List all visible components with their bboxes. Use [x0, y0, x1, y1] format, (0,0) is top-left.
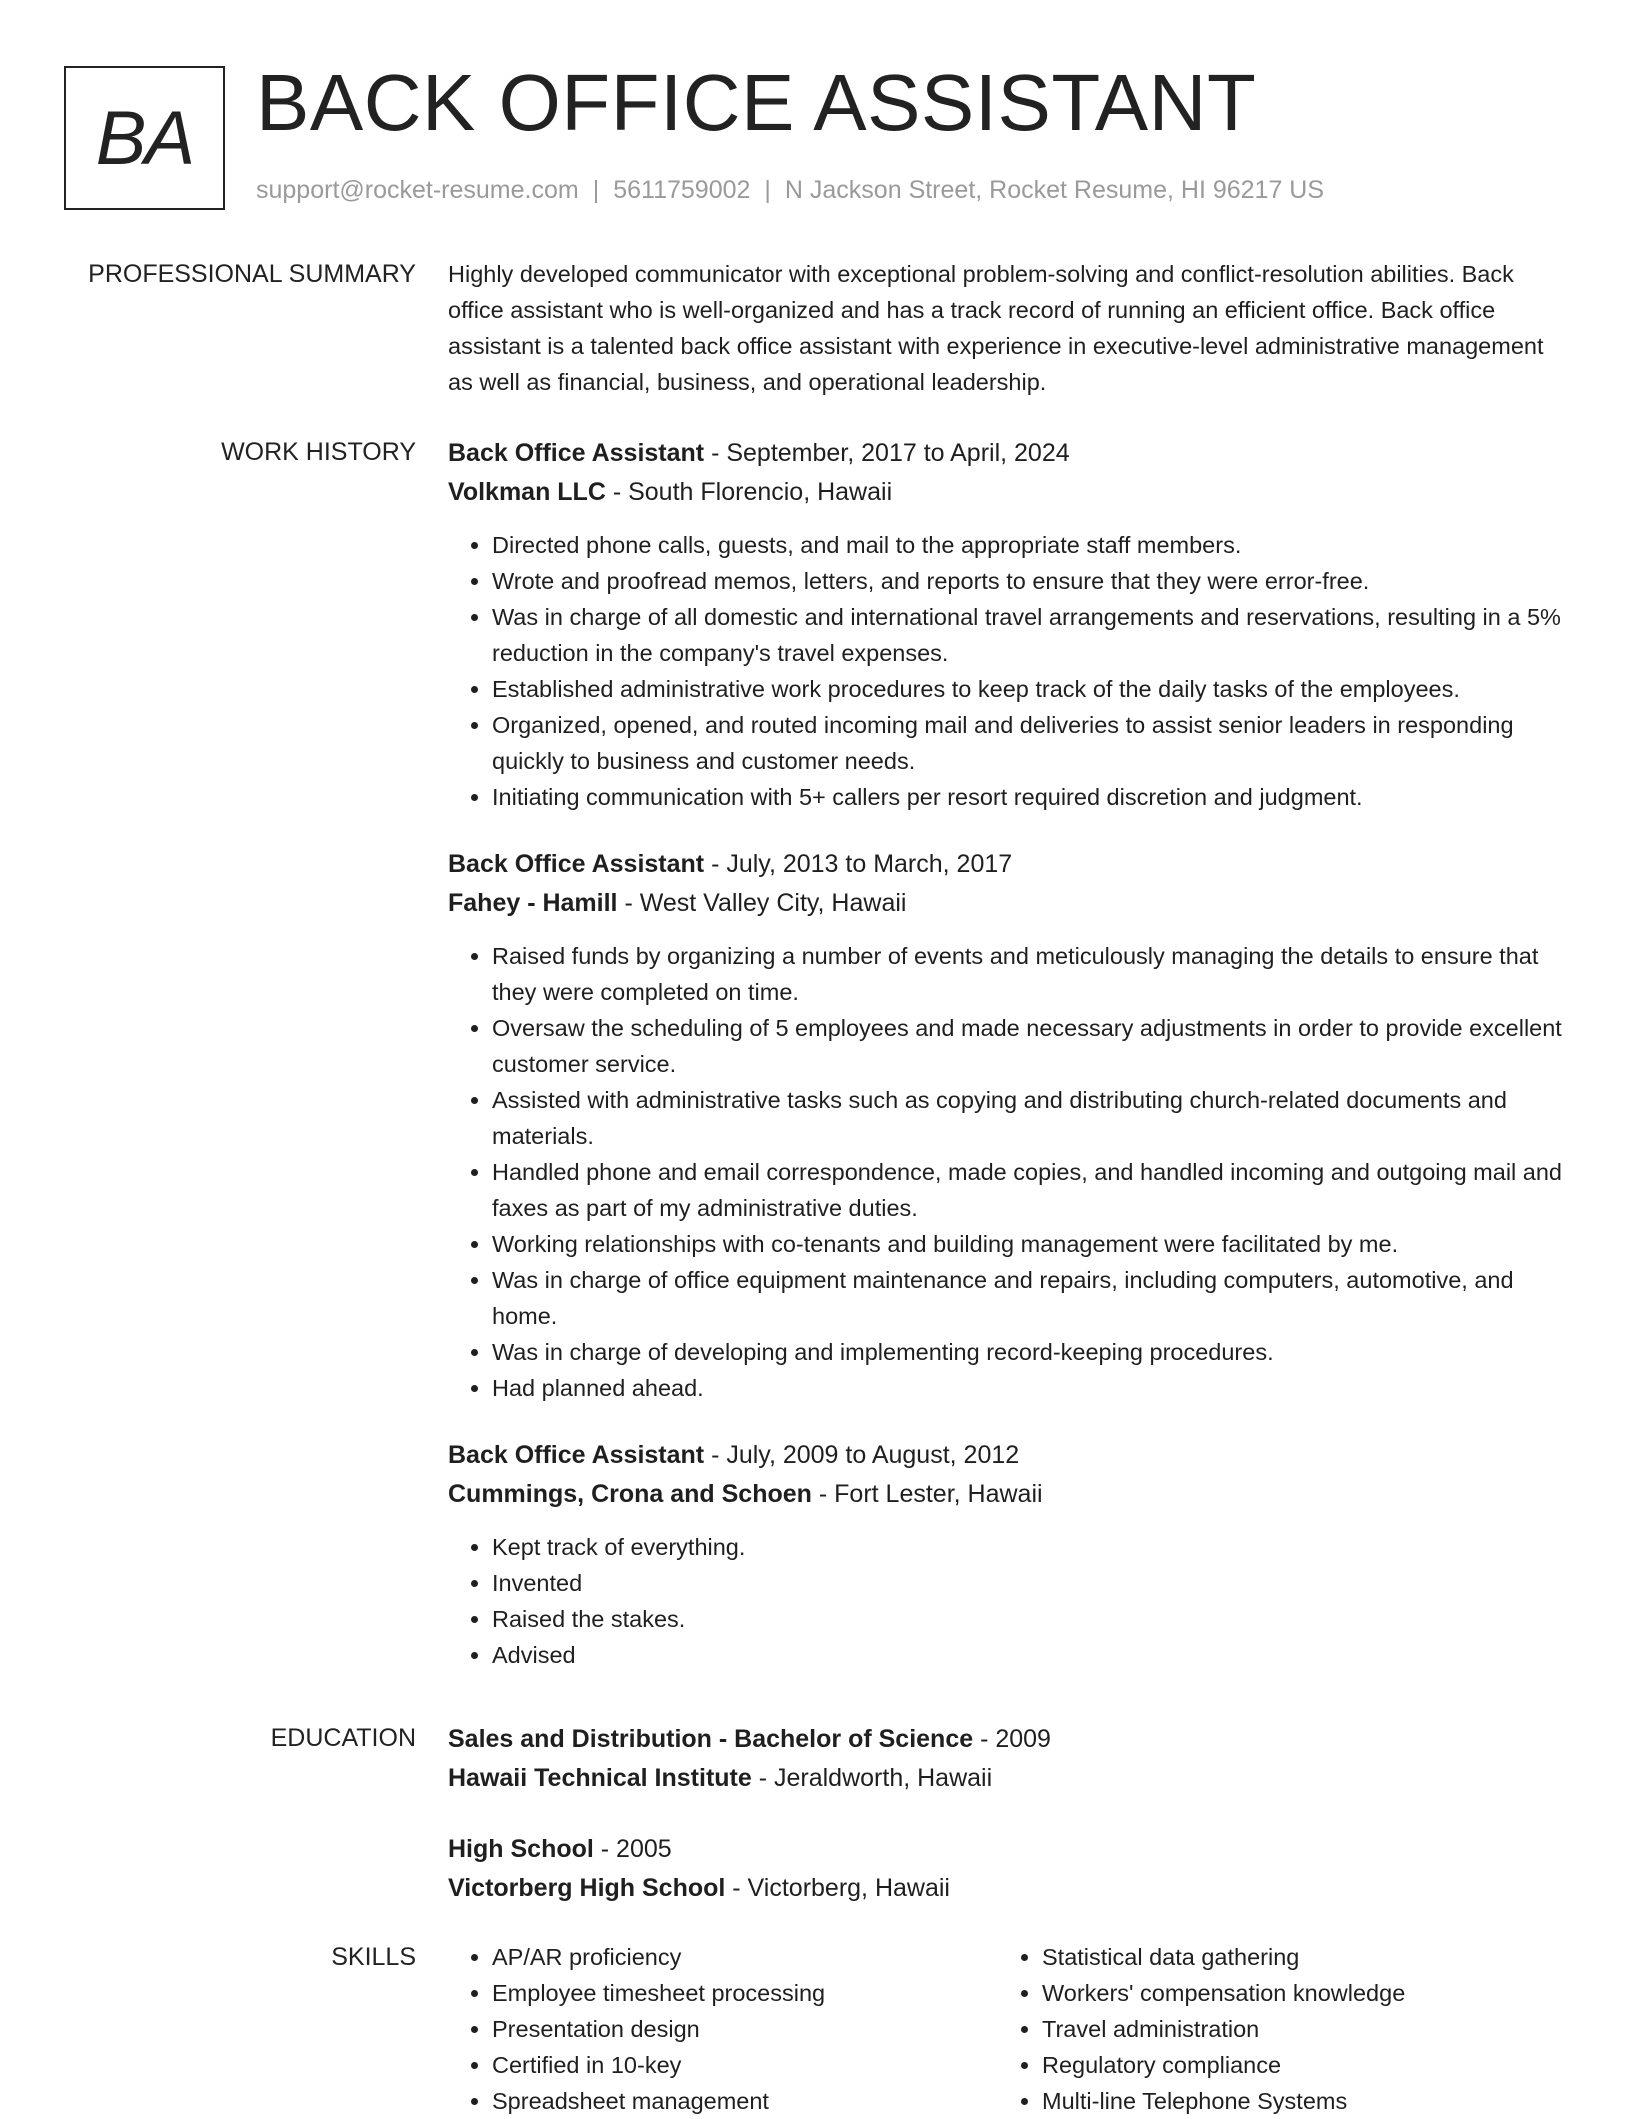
- job-dates: - July, 2013 to March, 2017: [704, 850, 1013, 878]
- contact-line: [256, 175, 1324, 205]
- job-company: Volkman LLC: [448, 478, 606, 506]
- job-bullet: • Was in charge of all domestic and international travel arrangements and reservations, resulting in a 5% reduction in the company's travel expenses.: [492, 599, 1568, 671]
- job-bullet: • Invented: [492, 1565, 1568, 1601]
- degree-line: [448, 1720, 1568, 1759]
- skill-item: • AP/AR proficiency: [492, 1939, 998, 1975]
- skill-item: • Travel administration: [1042, 2011, 1548, 2047]
- job-company: Fahey - Hamill: [448, 889, 618, 917]
- job-location: - Fort Lester, Hawaii: [811, 1480, 1043, 1508]
- job-location: - South Florencio, Hawaii: [605, 478, 893, 506]
- section-title-education: EDUCATION: [270, 1724, 416, 1752]
- job-bullet: • Raised the stakes.: [492, 1601, 1568, 1637]
- job-entry: [448, 1436, 1568, 1673]
- school: Hawaii Technical Institute: [448, 1764, 752, 1792]
- school-location: - Jeraldworth, Hawaii: [751, 1764, 993, 1792]
- section-title-work: WORK HISTORY: [221, 438, 416, 466]
- skills-list-right: [998, 1939, 1548, 2119]
- school: Victorberg High School: [448, 1874, 726, 1902]
- contact-separator: |: [592, 176, 600, 204]
- work-history-body: [448, 434, 1568, 1703]
- job-bullet: • Initiating communication with 5+ callers per resort required discretion and judgment.: [492, 779, 1568, 815]
- contact-address: N Jackson Street, Rocket Resume, HI 96217 US: [784, 176, 1325, 204]
- school-line: [448, 1869, 1568, 1908]
- skill-item: • Multi-line Telephone Systems: [1042, 2083, 1548, 2119]
- job-bullet: • Established administrative work procedures to keep track of the daily tasks of the employees.: [492, 671, 1568, 707]
- job-title-line: [448, 845, 1568, 884]
- skill-item: • Regulatory compliance: [1042, 2047, 1548, 2083]
- job-dates: - September, 2017 to April, 2024: [704, 439, 1070, 467]
- monogram-initials: BA: [95, 95, 194, 181]
- job-title-line: [448, 434, 1568, 473]
- contact-email: support@rocket-resume.com: [256, 176, 579, 204]
- job-role: Back Office Assistant: [448, 439, 705, 467]
- education-entry: [448, 1830, 1568, 1908]
- education-entry: [448, 1720, 1568, 1798]
- degree: High School: [448, 1835, 594, 1863]
- job-bullets: [448, 938, 1568, 1406]
- monogram-box: [64, 66, 225, 210]
- job-role: Back Office Assistant: [448, 1441, 705, 1469]
- summary-text: Highly developed communicator with exceptional problem-solving and conflict-resolution abilities. Back office assistant who is well-organized and has a track record of running an efficient office. Back office assistant is a talented back office assistant with experience in executive-level administrative management as well as financial, business, and operational leadership.: [448, 261, 1544, 395]
- job-entry: [448, 434, 1568, 815]
- job-bullet: • Raised funds by organizing a number of events and meticulously managing the details to ensure that they were completed on time.: [492, 938, 1568, 1010]
- job-bullet: • Wrote and proofread memos, letters, and reports to ensure that they were error-free.: [492, 563, 1568, 599]
- job-company-line: [448, 1475, 1568, 1514]
- skill-item: • Employee timesheet processing: [492, 1975, 998, 2011]
- job-bullet: • Was in charge of developing and implementing record-keeping procedures.: [492, 1334, 1568, 1370]
- job-bullet: • Had planned ahead.: [492, 1370, 1568, 1406]
- skill-item: • Spreadsheet management: [492, 2083, 998, 2119]
- job-bullets: [448, 1529, 1568, 1673]
- skills-body: [448, 1939, 1568, 2119]
- job-bullet: • Kept track of everything.: [492, 1529, 1568, 1565]
- education-body: [448, 1720, 1568, 1940]
- job-location: - West Valley City, Hawaii: [617, 889, 907, 917]
- contact-separator: |: [764, 176, 771, 204]
- job-entry: [448, 845, 1568, 1406]
- job-company: Cummings, Crona and Schoen: [448, 1480, 812, 1508]
- job-bullet: • Working relationships with co-tenants and building management were facilitated by me.: [492, 1226, 1568, 1262]
- degree-year: - 2005: [593, 1835, 672, 1863]
- job-dates: - July, 2009 to August, 2012: [704, 1441, 1020, 1469]
- job-bullet: • Handled phone and email correspondence, made copies, and handled incoming and outgoing mail and faxes as part of my administrative duties.: [492, 1154, 1568, 1226]
- summary-body: [448, 256, 1568, 400]
- skills-list-left: [448, 1939, 998, 2119]
- job-bullet: • Oversaw the scheduling of 5 employees and made necessary adjustments in order to provide excellent customer service.: [492, 1010, 1568, 1082]
- resume-name: BACK OFFICE ASSISTANT: [256, 58, 1257, 147]
- section-title-summary: PROFESSIONAL SUMMARY: [88, 260, 416, 288]
- job-bullets: [448, 527, 1568, 815]
- skill-item: • Presentation design: [492, 2011, 998, 2047]
- school-location: - Victorberg, Hawaii: [725, 1874, 950, 1902]
- job-bullet: • Was in charge of office equipment maintenance and repairs, including computers, automotive, and home.: [492, 1262, 1568, 1334]
- skill-item: • Certified in 10-key: [492, 2047, 998, 2083]
- degree: Sales and Distribution - Bachelor of Science: [448, 1725, 974, 1753]
- skill-item: • Statistical data gathering: [1042, 1939, 1548, 1975]
- job-bullet: • Assisted with administrative tasks such as copying and distributing church-related documents and materials.: [492, 1082, 1568, 1154]
- job-bullet: • Organized, opened, and routed incoming mail and deliveries to assist senior leaders in responding quickly to business and customer needs.: [492, 707, 1568, 779]
- degree-line: [448, 1830, 1568, 1869]
- job-company-line: [448, 473, 1568, 512]
- degree-year: - 2009: [973, 1725, 1051, 1753]
- section-title-skills: SKILLS: [331, 1943, 416, 1971]
- job-title-line: [448, 1436, 1568, 1475]
- job-bullet: • Advised: [492, 1637, 1568, 1673]
- school-line: [448, 1759, 1568, 1798]
- contact-phone: 5611759002: [613, 176, 751, 204]
- skills-columns: [448, 1939, 1568, 2119]
- job-bullet: • Directed phone calls, guests, and mail to the appropriate staff members.: [492, 527, 1568, 563]
- job-role: Back Office Assistant: [448, 850, 705, 878]
- skill-item: • Workers' compensation knowledge: [1042, 1975, 1548, 2011]
- job-company-line: [448, 884, 1568, 923]
